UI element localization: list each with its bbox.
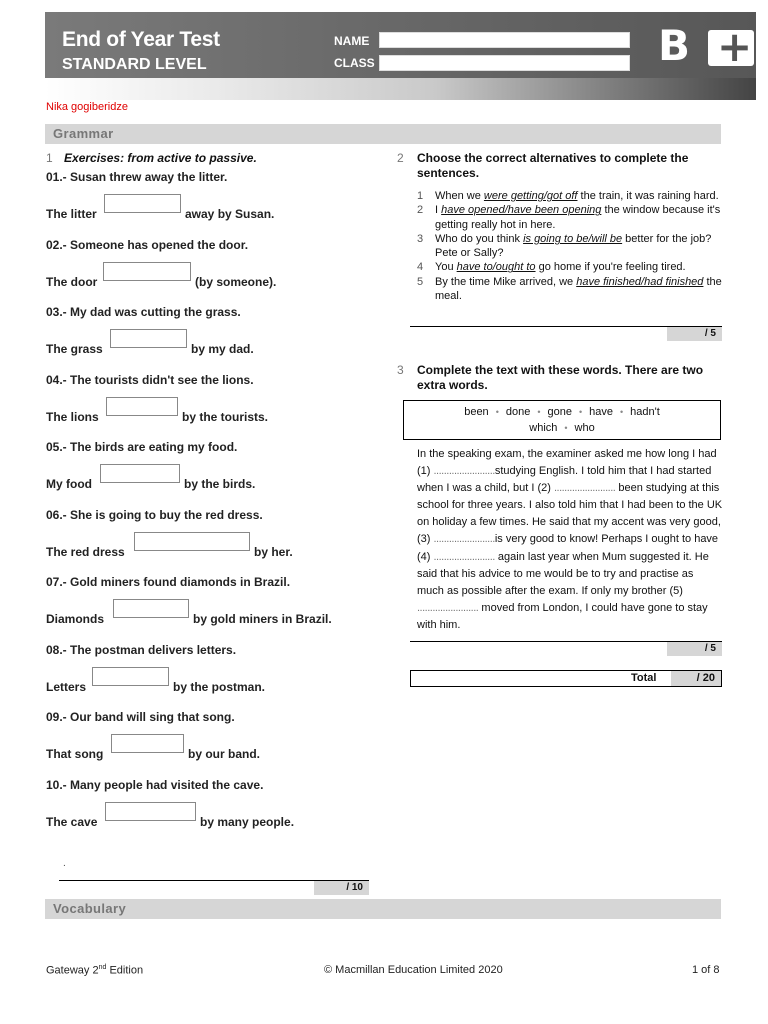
answer-input[interactable] [134, 532, 250, 551]
exercise-number: 2 [397, 151, 404, 165]
bullet-separator: • [537, 407, 541, 417]
question-sentence: 02.- Someone has opened the door. [46, 238, 249, 252]
answer-row [46, 545, 293, 559]
question-sentence: 04.- The tourists didn't see the lions. [46, 373, 254, 387]
question-sentence: 08.- The postman delivers letters. [46, 643, 237, 657]
exercise-2-heading [397, 151, 717, 181]
answer-input[interactable] [100, 464, 180, 483]
blank-gap[interactable]: ........................ [417, 601, 479, 614]
answer-suffix: by the postman. [173, 680, 266, 694]
word-bank-word: done [505, 406, 531, 418]
question-sentence: 09.- Our band will sing that song. [46, 710, 235, 724]
exercise-number: 1 [46, 151, 53, 165]
item-number: 5 [417, 275, 424, 288]
answer-row [46, 612, 332, 626]
blank-gap[interactable]: ........................ [433, 465, 495, 478]
test-level-subtitle: STANDARD LEVEL [62, 56, 207, 73]
answer-suffix: by the tourists. [182, 410, 269, 424]
exercise-3-passage: In the speaking exam, the examiner asked me how long I had (1) ........................studying English. I told him that I had started when I was a child, but I (2) ........................ been studying at this school for three years. I also told him that I had been to the UK on holiday a few times. He said that my accent was very good, (3) ........................is very good to know! Perhaps I ought to have (4) ........................ again last year when Mum suggested it. He said that his advice to me would be to try and practise as much as possible after the exam. If only my brother (5) ........................ moved from London, I could have gone to stay with him. [417, 448, 723, 631]
word-bank-row [404, 420, 720, 436]
answer-prefix: The lions [46, 410, 99, 424]
level-letter: B [658, 21, 688, 70]
answer-prefix: My food [46, 477, 92, 491]
answer-input[interactable] [106, 397, 178, 416]
alternative-item: 4 You have to/ought to go home if you're feeling tired. [417, 261, 686, 274]
vocabulary-section-bar [45, 899, 721, 919]
alternative-item: 1 When we were getting/got off the train, it was raining hard. [417, 190, 719, 202]
item-number: 4 [417, 261, 424, 274]
word-bank-word: hadn't [630, 406, 660, 418]
test-title: End of Year Test [62, 28, 220, 51]
grammar-section-bar [45, 124, 721, 144]
answer-suffix: (by someone). [195, 275, 277, 289]
alternative-item: 2 I have opened/have been opening the window because it's getting really hot in here. [417, 204, 721, 231]
answer-input[interactable] [92, 667, 169, 686]
exercise-2-score: / 5 [667, 327, 722, 341]
exercise-3-heading [397, 363, 717, 393]
answer-prefix: The cave [46, 815, 98, 829]
bullet-separator: • [495, 407, 499, 417]
alternative-item: 3 Who do you think is going to be/will be better for the job? Pete or Sally? [417, 232, 712, 260]
exercise-title: Choose the correct alternatives to complete the sentences. [417, 151, 689, 180]
answer-suffix: by my dad. [191, 342, 254, 356]
answer-prefix: The grass [46, 342, 103, 356]
item-number: 1 [417, 190, 424, 202]
word-bank-row [404, 404, 720, 420]
answer-input[interactable] [110, 329, 187, 348]
footer-copyright: © Macmillan Education Limited 2020 [324, 964, 503, 976]
answer-prefix: Diamonds [46, 612, 105, 626]
blank-gap[interactable]: ........................ [553, 482, 616, 495]
choice-options[interactable]: have to/ought to [456, 261, 536, 274]
choice-options[interactable]: have opened/have been opening [441, 204, 602, 217]
answer-row [46, 815, 295, 829]
item-number: 2 [417, 204, 424, 217]
question-sentence: 03.- My dad was cutting the grass. [46, 305, 241, 319]
exercise-number: 3 [397, 363, 404, 377]
answer-suffix: by gold miners in Brazil. [193, 612, 332, 626]
answer-row [46, 275, 277, 289]
footer-page-number: 1 of 8 [692, 964, 720, 976]
bullet-separator: • [619, 407, 624, 417]
answer-input[interactable] [103, 262, 191, 281]
answer-row [46, 410, 269, 424]
item-number: 3 [417, 232, 424, 245]
total-value: / 20 [671, 671, 721, 686]
word-bank [403, 400, 721, 440]
stray-mark: . [63, 858, 66, 869]
answer-suffix: by her. [254, 545, 293, 559]
alternative-item: 5 By the time Mike arrived, we have finished/had finished the meal. [417, 275, 722, 303]
answer-input[interactable] [105, 802, 196, 821]
student-name: Nika gogiberidze [46, 101, 128, 113]
total-label: Total [631, 672, 657, 684]
word-bank-word: have [589, 406, 613, 418]
section-title-vocabulary: Vocabulary [53, 901, 127, 916]
answer-row [46, 207, 275, 221]
choice-options[interactable]: were getting/got off [483, 190, 578, 202]
answer-row [46, 477, 256, 491]
answer-suffix: by our band. [188, 747, 260, 761]
word-bank-word: gone [547, 406, 572, 418]
question-sentence: 06.- She is going to buy the red dress. [46, 508, 263, 522]
question-sentence: 10.- Many people had visited the cave. [46, 778, 264, 792]
exercise-1-score: / 10 [314, 881, 369, 895]
name-field[interactable] [379, 32, 630, 48]
word-bank-word: which [529, 422, 558, 434]
exercise-2-list [417, 189, 723, 303]
blank-gap[interactable]: ........................ [433, 550, 495, 563]
class-field[interactable] [379, 55, 630, 71]
answer-prefix: Letters [46, 680, 87, 694]
class-label: CLASS [334, 56, 375, 70]
footer-edition: Gateway 2nd Edition [46, 964, 144, 977]
answer-input[interactable] [113, 599, 189, 618]
question-sentence: 05.- The birds are eating my food. [46, 440, 238, 454]
total-score-box [410, 670, 722, 687]
choice-options[interactable]: is going to be/will be [523, 232, 623, 245]
choice-options[interactable]: have finished/had finished [576, 275, 704, 288]
answer-suffix: by many people. [200, 815, 295, 829]
test-header [45, 12, 756, 100]
name-label: NAME [334, 34, 370, 48]
answer-input[interactable] [104, 194, 181, 213]
exercise-title: Complete the text with these words. There are two extra words. [417, 363, 704, 392]
word-bank-word: been [464, 406, 489, 418]
answer-prefix: The door [46, 275, 98, 289]
answer-row [46, 680, 266, 694]
exercise-1-heading [46, 151, 257, 165]
answer-suffix: by the birds. [184, 477, 256, 491]
level-plus-icon: + [708, 30, 754, 66]
word-bank-word: who [574, 422, 595, 434]
answer-row [46, 747, 260, 761]
answer-suffix: away by Susan. [185, 207, 275, 221]
answer-row [46, 342, 254, 356]
bullet-separator: • [564, 423, 568, 433]
header-gradient-strip [45, 78, 756, 100]
question-sentence: 01.- Susan threw away the litter. [46, 170, 228, 184]
exercise-title: Exercises: from active to passive. [64, 151, 257, 165]
blank-gap[interactable]: ........................ [433, 533, 495, 546]
answer-input[interactable] [111, 734, 184, 753]
answer-prefix: The red dress [46, 545, 125, 559]
bullet-separator: • [578, 407, 583, 417]
question-sentence: 07.- Gold miners found diamonds in Brazil. [46, 575, 291, 589]
section-title-grammar: Grammar [53, 126, 114, 141]
exercise-3-score: / 5 [667, 642, 722, 656]
level-badge [658, 21, 756, 71]
answer-prefix: That song [46, 747, 104, 761]
answer-prefix: The litter [46, 207, 97, 221]
